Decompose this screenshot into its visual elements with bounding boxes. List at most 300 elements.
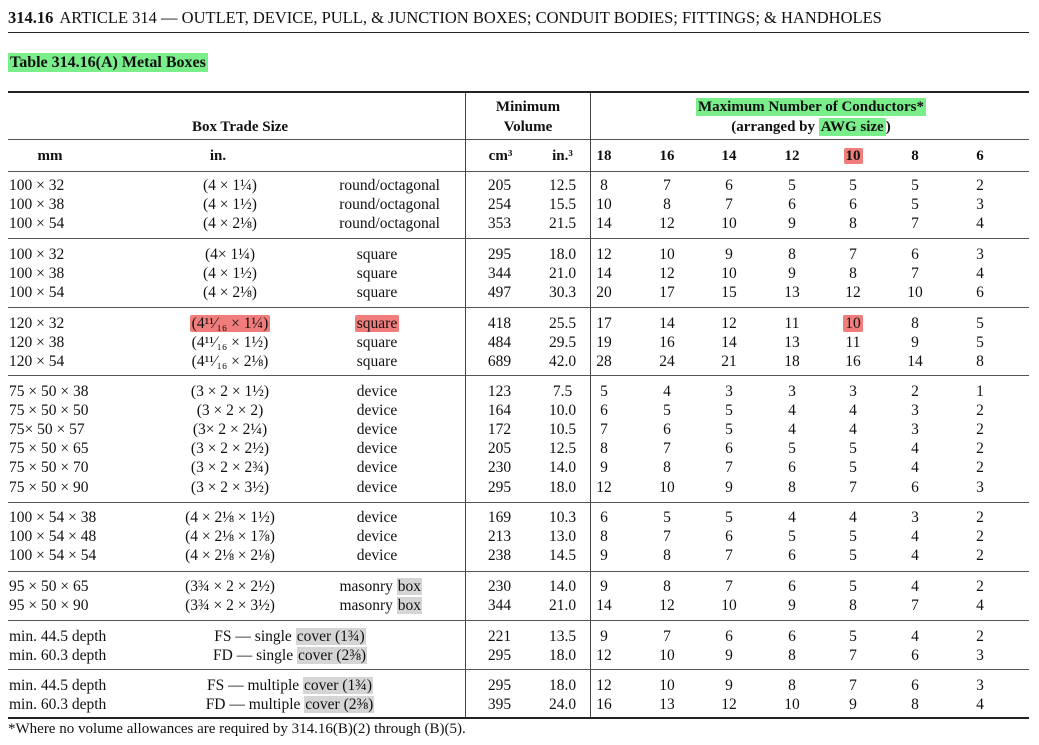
conductor-count: 8 <box>663 578 671 595</box>
box-type: round/octagonal <box>339 196 440 213</box>
conductor-count: 2 <box>976 177 984 194</box>
conductor-count: 3 <box>976 246 984 263</box>
in-header: in. <box>209 148 227 164</box>
volume-in3: 21.0 <box>548 597 577 614</box>
conductor-count: 4 <box>976 215 984 232</box>
conductor-count: 12 <box>659 265 675 282</box>
conductor-count: 6 <box>725 177 733 194</box>
size-in: (4 × 2⅛ × 2⅛) <box>185 547 275 564</box>
conductor-count: 8 <box>788 647 796 664</box>
min-volume-header-2: Volume <box>503 119 553 135</box>
table-title: Table 314.16(A) Metal Boxes <box>10 54 206 71</box>
conductor-count: 12 <box>596 647 612 664</box>
conductor-count: 2 <box>976 578 984 595</box>
size-mm: 100 × 54 × 38 <box>9 509 97 526</box>
volume-cm3: 344 <box>487 265 512 282</box>
conductor-count: 7 <box>663 628 671 645</box>
size-mm: 100 × 54 × 54 <box>9 547 97 564</box>
conductor-count: 3 <box>976 479 984 496</box>
conductor-count: 13 <box>659 696 675 713</box>
conductor-count: 5 <box>976 315 984 332</box>
conductor-count: 4 <box>788 402 796 419</box>
conductor-count: 4 <box>976 265 984 282</box>
conductor-count: 2 <box>976 528 984 545</box>
box-type: square <box>356 265 398 282</box>
box-type: round/octagonal <box>339 215 440 232</box>
conductor-count: 8 <box>788 677 796 694</box>
conductor-count: 2 <box>911 383 919 400</box>
size-mm: 100 × 32 <box>9 246 65 263</box>
group-divider <box>8 238 1029 239</box>
conductor-count: 28 <box>596 353 612 370</box>
volume-in3: 18.0 <box>548 246 577 263</box>
conductor-count: 14 <box>596 597 612 614</box>
conductor-count: 8 <box>849 215 857 232</box>
size-in: (4¹¹⁄₁₆ × 2⅛) <box>191 353 269 370</box>
conductor-count: 17 <box>659 284 675 301</box>
conductor-count: 8 <box>976 353 984 370</box>
conductor-count: 7 <box>849 246 857 263</box>
conductor-count: 6 <box>911 677 919 694</box>
conductor-count: 5 <box>849 547 857 564</box>
footnote: *Where no volume allowances are required by 314.16(B)(2) through (B)(5). <box>8 721 466 737</box>
conductor-count: 7 <box>849 479 857 496</box>
volume-in3: 10.0 <box>548 402 577 419</box>
table-top-rule <box>8 91 1029 93</box>
size-mm: 75 × 50 × 65 <box>9 440 89 457</box>
group-divider <box>8 502 1029 503</box>
volume-cm3: 169 <box>487 509 512 526</box>
volume-cm3: 344 <box>487 597 512 614</box>
conductor-count: 8 <box>600 440 608 457</box>
volume-cm3: 221 <box>487 628 512 645</box>
conductor-count: 9 <box>600 459 608 476</box>
group-divider <box>8 669 1029 670</box>
conductor-count: 2 <box>976 547 984 564</box>
conductor-count: 3 <box>788 383 796 400</box>
conductor-count: 6 <box>849 196 857 213</box>
volume-in3: 14.5 <box>548 547 577 564</box>
conductor-count: 9 <box>788 597 796 614</box>
box-trade-size-header: Box Trade Size <box>191 119 289 135</box>
box-type: masonry box <box>339 597 421 614</box>
conductor-count: 5 <box>725 402 733 419</box>
size-in: (4 × 1½) <box>203 196 257 213</box>
volume-cm3: 353 <box>487 215 512 232</box>
conductor-count: 14 <box>659 315 675 332</box>
box-type: device <box>356 459 398 476</box>
conductor-count: 2 <box>976 509 984 526</box>
conductor-count: 6 <box>600 402 608 419</box>
volume-in3: 12.5 <box>548 177 577 194</box>
awg-header-10: 10 <box>845 148 861 164</box>
conductor-count: 3 <box>849 383 857 400</box>
conductor-count: 5 <box>788 177 796 194</box>
volume-in3: 18.0 <box>548 479 577 496</box>
conductor-count: 1 <box>976 383 984 400</box>
conductor-count: 5 <box>976 334 984 351</box>
volume-in3: 21.5 <box>548 215 577 232</box>
conductor-count: 16 <box>659 334 675 351</box>
size-in: (3¾ × 2 × 3½) <box>185 597 275 614</box>
conductor-count: 8 <box>911 315 919 332</box>
conductor-count: 8 <box>788 246 796 263</box>
volume-cm3: 418 <box>487 315 512 332</box>
running-head <box>8 8 882 28</box>
size-in: (4¹¹⁄₁₆ × 1½) <box>191 334 269 351</box>
size-mm: 95 × 50 × 65 <box>9 578 89 595</box>
conductor-count: 4 <box>911 459 919 476</box>
conductor-count: 9 <box>725 677 733 694</box>
conductor-count: 9 <box>600 578 608 595</box>
size-mm: 75 × 50 × 90 <box>9 479 89 496</box>
volume-cm3: 123 <box>487 383 512 400</box>
volume-in3: 14.0 <box>548 459 577 476</box>
conductor-count: 10 <box>659 647 675 664</box>
conductor-count: 16 <box>596 696 612 713</box>
conductor-count: 9 <box>725 647 733 664</box>
volume-in3: 18.0 <box>548 647 577 664</box>
size-mm: 75 × 50 × 50 <box>9 402 89 419</box>
conductor-count: 3 <box>911 421 919 438</box>
conductor-count: 4 <box>911 547 919 564</box>
size-mm: 100 × 54 <box>9 215 65 232</box>
conductor-count: 6 <box>788 628 796 645</box>
conductor-count: 5 <box>725 421 733 438</box>
size-in: (3 × 2 × 1½) <box>190 383 270 400</box>
conductor-count: 7 <box>725 459 733 476</box>
size-mm: min. 44.5 depth <box>9 677 107 694</box>
size-in: (4¹¹⁄₁₆ × 1¼) <box>191 315 269 332</box>
size-mm: 120 × 32 <box>9 315 65 332</box>
conductor-count: 8 <box>600 528 608 545</box>
size-in: (4 × 2⅛) <box>203 284 257 301</box>
conductor-count: 5 <box>911 196 919 213</box>
conductor-count: 12 <box>596 479 612 496</box>
size-mm: 100 × 54 <box>9 284 65 301</box>
conductor-count: 5 <box>663 509 671 526</box>
table-bottom-rule <box>8 717 1029 719</box>
conductor-count: 3 <box>976 677 984 694</box>
conductor-count: 7 <box>725 547 733 564</box>
conductor-count: 8 <box>849 265 857 282</box>
conductor-count: 7 <box>911 265 919 282</box>
conductor-count: 7 <box>663 440 671 457</box>
volume-cm3: 295 <box>487 479 512 496</box>
size-in: (3× 2 × 2¼) <box>192 421 268 438</box>
conductor-count: 14 <box>721 334 737 351</box>
conductor-count: 10 <box>907 284 923 301</box>
conductor-count: 9 <box>788 265 796 282</box>
conductor-count: 9 <box>788 215 796 232</box>
conductor-count: 7 <box>663 177 671 194</box>
conductor-count: 5 <box>911 177 919 194</box>
conductor-count: 6 <box>788 459 796 476</box>
box-type: FS — single cover (1¾) <box>214 628 365 645</box>
volume-in3: 13.0 <box>548 528 577 545</box>
conductor-count: 24 <box>659 353 675 370</box>
size-mm: 100 × 54 × 48 <box>9 528 97 545</box>
conductor-count: 5 <box>849 440 857 457</box>
box-type: square <box>356 246 398 263</box>
conductor-count: 3 <box>911 402 919 419</box>
conductor-count: 6 <box>911 246 919 263</box>
conductor-count: 2 <box>976 421 984 438</box>
volume-in3: 30.3 <box>548 284 577 301</box>
conductor-count: 12 <box>659 215 675 232</box>
conductor-count: 20 <box>596 284 612 301</box>
conductor-count: 17 <box>596 315 612 332</box>
conductor-count: 11 <box>784 315 800 332</box>
min-volume-header-1: Minimum <box>495 99 561 115</box>
conductor-count: 4 <box>911 628 919 645</box>
box-type: FS — multiple cover (1¾) <box>206 677 373 694</box>
conductor-count: 5 <box>725 509 733 526</box>
conductor-count: 9 <box>725 479 733 496</box>
size-in: (3 × 2 × 2½) <box>190 440 270 457</box>
conductor-count: 3 <box>976 196 984 213</box>
conductor-count: 5 <box>849 177 857 194</box>
conductor-count: 2 <box>976 402 984 419</box>
conductor-count: 5 <box>600 383 608 400</box>
box-type: device <box>356 421 398 438</box>
header-divider <box>8 139 1029 140</box>
conductor-count: 14 <box>596 215 612 232</box>
mm-header: mm <box>37 148 63 164</box>
conductor-count: 10 <box>721 215 737 232</box>
conductor-count: 14 <box>907 353 923 370</box>
awg-header-14: 14 <box>721 148 737 164</box>
conductor-count: 4 <box>849 509 857 526</box>
column-divider-volume <box>465 93 466 718</box>
volume-cm3: 497 <box>487 284 512 301</box>
awg-header-16: 16 <box>659 148 675 164</box>
size-in: (4 × 2⅛) <box>203 215 257 232</box>
conductor-count: 10 <box>721 265 737 282</box>
volume-in3: 29.5 <box>548 334 577 351</box>
conductor-count: 6 <box>976 284 984 301</box>
conductor-count: 12 <box>659 597 675 614</box>
conductor-count: 4 <box>663 383 671 400</box>
volume-cm3: 295 <box>487 677 512 694</box>
conductor-count: 10 <box>845 315 861 332</box>
conductor-count: 5 <box>788 528 796 545</box>
conductor-count: 6 <box>788 196 796 213</box>
volume-cm3: 238 <box>487 547 512 564</box>
conductor-count: 4 <box>849 421 857 438</box>
size-in: (4 × 1½) <box>203 265 257 282</box>
volume-cm3: 230 <box>487 578 512 595</box>
conductor-count: 5 <box>849 628 857 645</box>
awg-header-6: 6 <box>976 148 984 164</box>
conductor-count: 7 <box>911 215 919 232</box>
conductor-count: 6 <box>725 440 733 457</box>
volume-cm3: 205 <box>487 440 512 457</box>
box-type: square <box>356 334 398 351</box>
conductor-count: 9 <box>600 628 608 645</box>
conductor-count: 8 <box>663 547 671 564</box>
conductor-count: 6 <box>788 578 796 595</box>
box-type: device <box>356 528 398 545</box>
conductor-count: 7 <box>600 421 608 438</box>
conductor-count: 4 <box>976 696 984 713</box>
conductor-count: 2 <box>976 459 984 476</box>
box-type: FD — single cover (2⅜) <box>213 647 366 664</box>
size-in: (3 × 2 × 2¾) <box>190 459 270 476</box>
size-mm: min. 60.3 depth <box>9 647 107 664</box>
volume-in3: 24.0 <box>548 696 577 713</box>
conductor-count: 6 <box>663 421 671 438</box>
box-type: square <box>356 284 398 301</box>
volume-in3: 12.5 <box>548 440 577 457</box>
box-type: device <box>356 547 398 564</box>
size-in: (4 × 2⅛ × 1⅞) <box>185 528 275 545</box>
volume-in3: 13.5 <box>548 628 577 645</box>
conductor-count: 12 <box>596 246 612 263</box>
volume-cm3: 164 <box>487 402 512 419</box>
box-type: device <box>356 509 398 526</box>
conductor-count: 5 <box>663 402 671 419</box>
header-bottom-rule <box>8 171 1029 172</box>
volume-in3: 10.3 <box>548 509 577 526</box>
group-divider <box>8 307 1029 308</box>
size-mm: 95 × 50 × 90 <box>9 597 89 614</box>
conductor-count: 12 <box>721 696 737 713</box>
max-conductors-header: Maximum Number of Conductors* <box>698 99 924 115</box>
conductor-count: 9 <box>911 334 919 351</box>
volume-cm3: 230 <box>487 459 512 476</box>
conductor-count: 9 <box>849 696 857 713</box>
conductor-count: 6 <box>725 528 733 545</box>
volume-in3: 15.5 <box>548 196 577 213</box>
conductor-count: 3 <box>725 383 733 400</box>
volume-cm3: 172 <box>487 421 512 438</box>
awg-header-12: 12 <box>784 148 800 164</box>
volume-in3: 42.0 <box>548 353 577 370</box>
conductor-count: 4 <box>788 509 796 526</box>
box-type: square <box>356 315 398 332</box>
volume-in3: 21.0 <box>548 265 577 282</box>
size-in: (4 × 2⅛ × 1½) <box>185 509 275 526</box>
volume-cm3: 205 <box>487 177 512 194</box>
conductor-count: 2 <box>976 440 984 457</box>
conductor-count: 6 <box>600 509 608 526</box>
volume-cm3: 395 <box>487 696 512 713</box>
conductor-count: 7 <box>663 528 671 545</box>
volume-cm3: 213 <box>487 528 512 545</box>
group-divider <box>8 571 1029 572</box>
article-title: ARTICLE 314 — OUTLET, DEVICE, PULL, & JUNCTION BOXES; CONDUIT BODIES; FITTINGS; & HANDHOLES <box>59 8 882 27</box>
conductor-count: 5 <box>849 578 857 595</box>
conductor-count: 7 <box>849 647 857 664</box>
size-in: (4× 1¼) <box>204 246 256 263</box>
awg-header-18: 18 <box>596 148 612 164</box>
awg-header-8: 8 <box>911 148 919 164</box>
volume-in3: 10.5 <box>548 421 577 438</box>
box-type: masonry box <box>339 578 421 595</box>
box-type: device <box>356 402 398 419</box>
conductor-count: 7 <box>911 597 919 614</box>
volume-cm3: 689 <box>487 353 512 370</box>
volume-in3: 7.5 <box>552 383 573 400</box>
conductor-count: 11 <box>845 334 861 351</box>
conductor-count: 21 <box>721 353 737 370</box>
conductor-count: 15 <box>721 284 737 301</box>
conductor-count: 4 <box>911 528 919 545</box>
volume-cm3: 295 <box>487 246 512 263</box>
size-mm: 75 × 50 × 38 <box>9 383 89 400</box>
conductor-count: 4 <box>976 597 984 614</box>
conductor-count: 8 <box>663 459 671 476</box>
conductor-count: 10 <box>596 196 612 213</box>
conductor-count: 2 <box>976 628 984 645</box>
size-mm: min. 44.5 depth <box>9 628 107 645</box>
conductor-count: 8 <box>849 597 857 614</box>
size-in: (3 × 2 × 3½) <box>190 479 270 496</box>
size-in: (3 × 2 × 2) <box>196 402 264 419</box>
volume-cm3: 484 <box>487 334 512 351</box>
conductor-count: 13 <box>784 334 800 351</box>
conductor-count: 9 <box>600 547 608 564</box>
conductor-count: 8 <box>600 177 608 194</box>
box-type: device <box>356 440 398 457</box>
conductor-count: 4 <box>911 578 919 595</box>
group-divider <box>8 375 1029 376</box>
box-type: device <box>356 383 398 400</box>
conductor-count: 16 <box>845 353 861 370</box>
conductor-count: 10 <box>659 677 675 694</box>
size-mm: 75 × 50 × 70 <box>9 459 89 476</box>
size-mm: 120 × 38 <box>9 334 65 351</box>
box-type: round/octagonal <box>339 177 440 194</box>
conductor-count: 12 <box>596 677 612 694</box>
group-divider <box>8 620 1029 621</box>
conductor-count: 7 <box>849 677 857 694</box>
header-rule <box>8 32 1029 33</box>
size-mm: 100 × 32 <box>9 177 65 194</box>
conductor-count: 5 <box>849 459 857 476</box>
conductor-count: 3 <box>911 509 919 526</box>
box-type: FD — multiple cover (2⅜) <box>205 696 374 713</box>
conductor-count: 6 <box>911 647 919 664</box>
conductor-count: 6 <box>911 479 919 496</box>
conductor-count: 8 <box>663 196 671 213</box>
conductor-count: 12 <box>845 284 861 301</box>
conductor-count: 18 <box>784 353 800 370</box>
size-mm: 100 × 38 <box>9 265 65 282</box>
size-mm: 75× 50 × 57 <box>9 421 85 438</box>
conductor-count: 8 <box>911 696 919 713</box>
size-in: (3¾ × 2 × 2½) <box>185 578 275 595</box>
conductor-count: 9 <box>725 246 733 263</box>
conductor-count: 10 <box>659 479 675 496</box>
conductor-count: 10 <box>721 597 737 614</box>
conductor-count: 4 <box>849 402 857 419</box>
conductor-count: 4 <box>788 421 796 438</box>
box-type: device <box>356 479 398 496</box>
conductor-count: 12 <box>721 315 737 332</box>
conductor-count: 10 <box>784 696 800 713</box>
size-in: (4 × 1¼) <box>203 177 257 194</box>
in3-header: in.³ <box>552 148 573 164</box>
size-mm: min. 60.3 depth <box>9 696 107 713</box>
size-mm: 120 × 54 <box>9 353 65 370</box>
volume-in3: 25.5 <box>548 315 577 332</box>
volume-in3: 14.0 <box>548 578 577 595</box>
conductor-count: 5 <box>849 528 857 545</box>
conductor-count: 7 <box>725 196 733 213</box>
conductor-count: 14 <box>596 265 612 282</box>
